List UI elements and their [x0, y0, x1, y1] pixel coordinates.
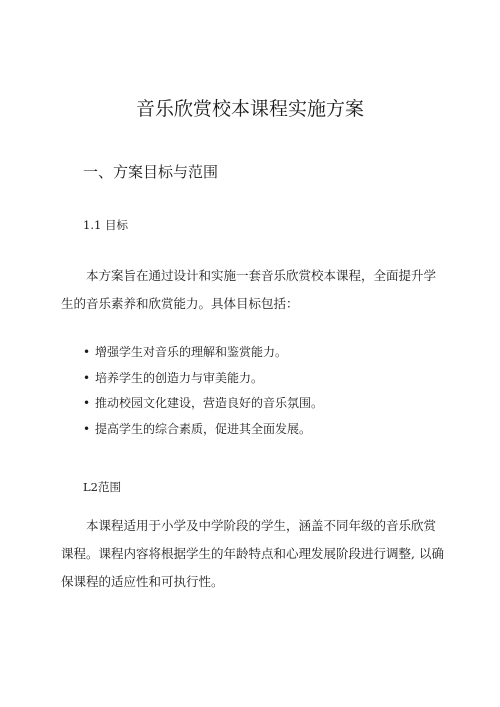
- section-heading-goals-scope: 一、方案目标与范围: [83, 163, 219, 181]
- goals-paragraph: 本方案旨在通过设计和实施一套音乐欣赏校本课程，全面提升学生的音乐素养和欣赏能力。具体目标包括：: [61, 268, 437, 311]
- list-item: • 培养学生的创造力与审美能力。: [83, 368, 323, 394]
- bullet-icon: •: [83, 396, 91, 410]
- bullet-icon: •: [83, 370, 91, 385]
- subsection-heading-scope: L2范围: [83, 480, 121, 494]
- document-title: 音乐欣赏校本课程实施方案: [135, 98, 364, 120]
- bullet-icon: •: [83, 421, 91, 436]
- list-item: • 推动校园文化建设，营造良好的音乐氛围。: [83, 393, 323, 419]
- subsection-heading-goals: 1.1 目标: [83, 218, 128, 232]
- list-item: • 增强学生对音乐的理解和鉴赏能力。: [83, 342, 323, 368]
- goals-list: [83, 342, 323, 444]
- list-item: • 提高学生的综合素质，促进其全面发展。: [83, 419, 323, 445]
- bullet-icon: •: [83, 345, 91, 359]
- scope-paragraph: 本课程适用于小学及中学阶段的学生，涵盖不同年级的音乐欣赏课程。课程内容将根据学生的年龄特点和心理发展阶段进行调整, 以确保课程的适应性和可执行性。: [61, 518, 444, 589]
